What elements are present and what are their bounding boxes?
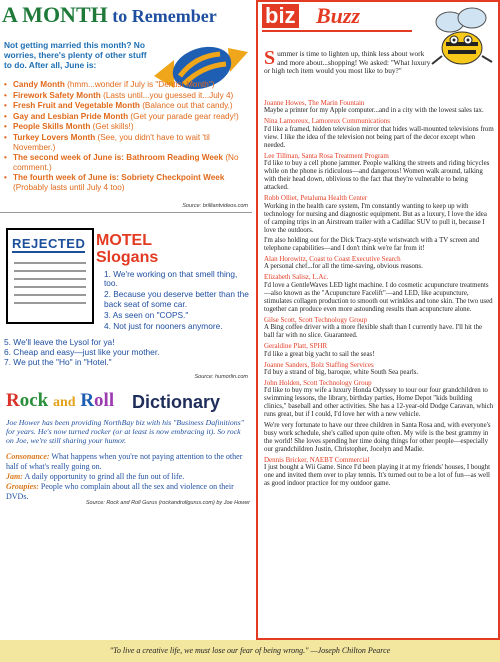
list-item: Elizabeth Salisz, L.Ac. I'd love a GentleWaves LED light machine. I do cosmetic acupuncture treatments—also known as the "Acupuncture Facelift"—and LED, like acupuncture, stimulates collagen production to smooth out wrinkles and tone skin. The two used together can produce even more astounding results than acupuncture alone. [264, 273, 493, 313]
biz-buzz-intro: Summer is time to lighten up, think less about work and more about...shopping! We asked: "What luxury or high tech item would you most like to buy?" [264, 47, 431, 76]
list-item: • Firework Safety Month (Lasts until...you guessed it...July 4) [4, 91, 250, 101]
bee-icon [424, 4, 498, 74]
list-item: We're very fortunate to have our three children in Santa Rosa and, with everyone's busy work schedule, she's called upon quite often. My wife is the best grammy in the world! She loves spending her time doing things for other people—especially our grandchildren Justin, Christopher, Jocelyn and Madie. [264, 421, 491, 453]
rr-intro: Joe Hower has been providing NorthBay biz with his "Business Dafinitions" for years. He's now turned rocker (or at least is now embracing it). So rock on Joe, we're still sharing your humor. [6, 418, 244, 445]
list-item: Alan Horowitz, Coast to Coast Executive Search A personal chef...for all the time-saving, obvious reasons. [264, 255, 423, 271]
left-column [0, 0, 252, 640]
list-item: • People Skills Month (Get skills!) [4, 122, 250, 132]
rr-source: Source: Rock and Roll Gurus (rockandrollgurus.com) by Joe Hower [85, 500, 250, 506]
divider [262, 30, 412, 32]
month-title-rest: to Remember [112, 6, 217, 26]
list-item: 2. Because you deserve better than the back seat of some car. [104, 289, 249, 309]
definition: Groupies: People who complain about all the sex and violence on their DVDs. [6, 482, 234, 501]
month-source: Source: brilliantvideos.com [182, 203, 248, 209]
list-item: Joanne Howes, The Marin Fountain Maybe a printer for my Apple computer...and in a city with the lowest sales tax. [264, 99, 484, 115]
motel-source: Source: humorlin.com [194, 374, 248, 380]
list-item: 1. We're working on that smell thing, too. [104, 269, 238, 289]
list-item: 7. We put the "Ho" in "Hotel." [4, 356, 112, 367]
motel-title: MOTEL Slogans [96, 232, 159, 266]
divider [0, 212, 252, 213]
month-title [2, 2, 250, 26]
definition: Consonance: What happens when you're not paying attention to the other half of what's really going on. [6, 452, 243, 471]
rejected-stamp: REJECTED [12, 236, 86, 251]
buzz-logo: Buzz [316, 3, 361, 28]
biz-logo: biz [262, 4, 299, 28]
list-item: • Gay and Lesbian Pride Month (Get your parade gear ready!) [4, 112, 250, 122]
definition: Jam: A daily opportunity to grind all the fun out of life. [6, 472, 185, 481]
footer-quote: "To live a creative life, we must lose our fear of being wrong." —Joseph Chilton Pearce [0, 640, 500, 662]
list-item: Joanne Sanders, Bolz Staffing Services I'd buy a strand of big, baroque, white South Sea pearls. [264, 360, 419, 376]
motel-list [104, 270, 250, 333]
rejected-sign [6, 228, 94, 324]
list-item: Geraldine Platt, SPHR I'd like a great big yacht to sail the seas! [264, 342, 375, 358]
decorative-lines [14, 262, 86, 310]
biz-buzz-entries [264, 99, 494, 490]
month-intro: Not getting married this month? No worries, there's plenty of other stuff to do. After all, June is: [4, 40, 147, 70]
biz-buzz-panel [256, 0, 500, 640]
list-item: 4. Not just for nooners anymore. [104, 321, 223, 332]
list-item: • Candy Month (hmm...wonder if July is "Dentist Month") [4, 80, 250, 90]
list-item: Nina Lamoreux, Lamoreux Communications I'd like a framed, hidden television mirror that hides wall-mounted televisions from view. I like the idea of the television not being part of the decor except when needed. [264, 117, 494, 149]
rock-and-roll-logo: Rock and Roll [6, 390, 115, 411]
list-item: Gilse Scott, Scott Technology Group A Bing coffee driver with a more flexible shaft than I currently have. I'll hit the ball far with no slice. Guaranteed. [264, 316, 483, 340]
list-item: John Holden, Scott Technology Group I'd like to buy my wife a luxury Honda Odyssey to tour our four grandchildren to swimming lessons, the library, birthday parties, Home Depot "kids building clinics," baseball and other activities. She has a 12-year-old Dodge Caravan, which runs great, but if I could, I'd love her with a new vehicle. [264, 378, 494, 419]
list-item: • The fourth week of June is: Sobriety Checkpoint Week (Probably lasts until July 4 too) [4, 173, 250, 192]
list-item: • Turkey Lovers Month (See, you didn't have to wait 'til November.) [4, 133, 250, 152]
list-item: I'm also holding out for the Dick Tracy-style wristwatch with a TV screen and telephone capabilities—and I don't think we're far from it! [264, 236, 480, 253]
month-list [4, 80, 250, 194]
motel-list-continued [4, 338, 250, 367]
list-item: • Fresh Fruit and Vegetable Month (Balance out that candy.) [4, 101, 250, 111]
list-item: Dennis Bricker, NAEBT Commercial I just bought a Wii Game. Since I'd been playing it at my friends' houses, I bought one and invited them over to play tennis. It's turned out to be a lot of fun—as well as good indoor practice for my outdoor game. [264, 455, 490, 488]
dictionary-title: Dictionary [132, 392, 221, 412]
list-item: 3. As seen on "COPS." [104, 309, 189, 320]
month-title-big: A MONTH [2, 2, 108, 27]
list-item: Robb Olliet, Petaluma Health Center Working in the health care system, I'm constantly wanting to keep up with technology for nursing and diagnostic equipment. But as a luxury, I love the idea of camping trips in an Airstream trailer with a Cadillac SUV to pull it, because I love the outdoors. [264, 194, 487, 234]
list-item: • The second week of June is: Bathroom Reading Week (No comment.) [4, 153, 250, 172]
list-item: Lee Tillman, Santa Rosa Treatment Program I'd like to buy a cell phone jammer. People walking the streets and riding bicycles while on the phone is ridiculous—and dangerous! Women walk around, talking with their head down, oblivious to the fact that they're vulnerable to being attacked. [264, 151, 490, 192]
list-item: 5. We'll leave the Lysol for ya! [4, 337, 115, 347]
list-item: 6. Cheap and easy—just like your mother. [4, 346, 160, 357]
